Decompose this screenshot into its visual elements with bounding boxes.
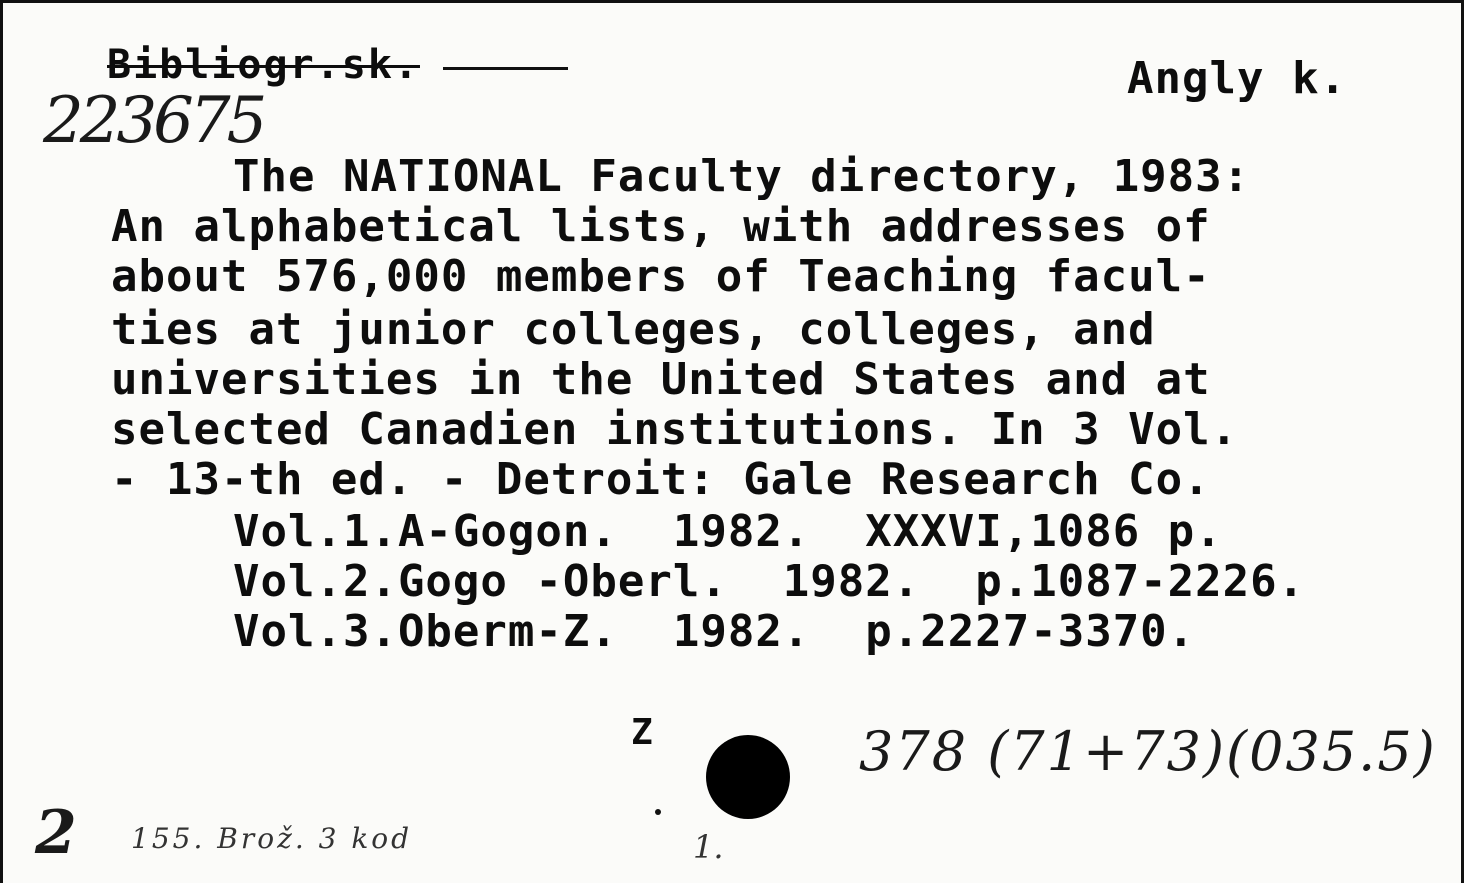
body-line: - 13-th ed. - Detroit: Gale Research Co. [111,454,1211,505]
punch-hole [706,735,790,819]
header-subject-struck: Bibliogr.sk. [107,42,420,88]
volume-line: Vol.1.A-Gogon. 1982. XXXVI,1086 p. [233,506,1223,557]
footer-number: 2 [35,798,77,868]
body-line: selected Canadien institutions. In 3 Vol. [111,404,1239,455]
header-language: Angly k. [1127,53,1347,104]
ink-dot [655,809,661,815]
footer-small-mark: 1. [693,828,724,866]
accession-number: 223675 [43,84,264,158]
body-line: universities in the United States and at [111,354,1211,405]
footer-note: 155. Brož. 3 kod [131,822,413,855]
body-line: about 576,000 members of Teaching facul- [111,251,1211,302]
classification-number: 378 (71+73)(035.5) [859,720,1437,783]
shelf-mark: Z [631,712,653,753]
body-line: The NATIONAL Faculty directory, 1983: [233,151,1251,202]
volume-line: Vol.2.Gogo -Oberl. 1982. p.1087-2226. [233,556,1306,607]
volume-line: Vol.3.Oberm-Z. 1982. p.2227-3370. [233,606,1196,657]
body-line: An alphabetical lists, with addresses of [111,201,1211,252]
body-line: ties at junior colleges, colleges, and [111,304,1156,355]
header-strike-extension [443,67,568,70]
